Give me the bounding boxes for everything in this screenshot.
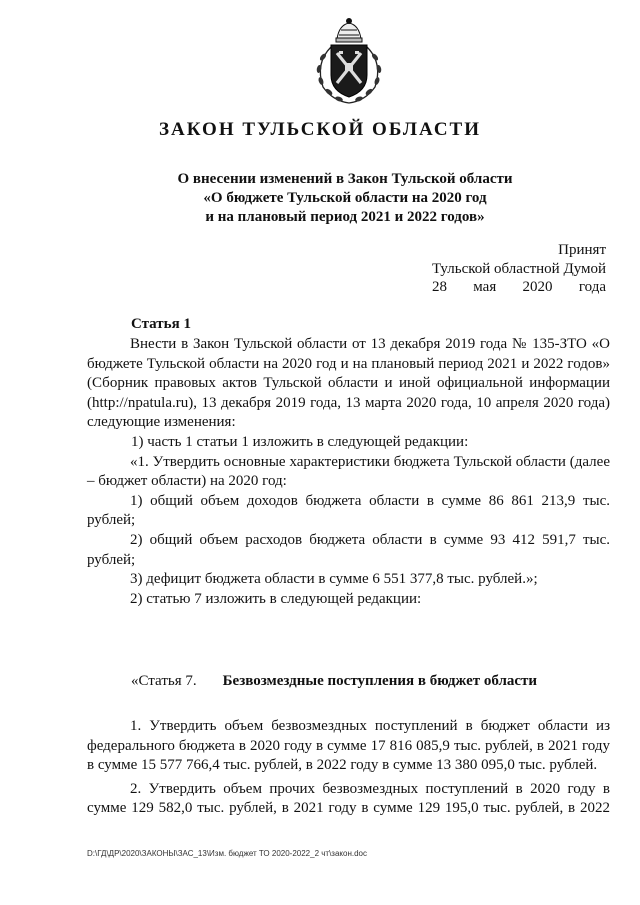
- law-title: ЗАКОН ТУЛЬСКОЙ ОБЛАСТИ: [158, 119, 482, 140]
- amendment-item-2: 2) статью 7 изложить в следующей редакции:: [130, 590, 422, 607]
- amendment-item-1: 1) часть 1 статьи 1 изложить в следующей редакции:: [131, 433, 469, 450]
- article-7-paragraph-1: 1. Утвердить объем безвозмездных поступлений в бюджет области из федерального бюджета в 2020 году в сумме 17 816 085,9 тыс. рублей, в 2021 году в сумме 15 577 766,4 тыс. рублей, в 2022 году в сумме 13 380 095,0 тыс. рублей.: [87, 718, 610, 774]
- document-file-path: D:\ГД\ДР\2020\ЗАКОНЫ\ЗАС_13\Изм. бюджет ТО 2020-2022_2 чт\закон.doc: [87, 849, 367, 858]
- budget-income-item: 1) общий объем доходов бюджета области в сумме 86 861 213,9 тыс. рублей;: [87, 492, 610, 529]
- adoption-day: 28: [432, 279, 447, 295]
- article-1-intro: Внести в Закон Тульской области от 13 декабря 2019 года № 135-ЗТО «О бюджете Тульской области на 2020 год и на плановый период 2021 и 2022 годов» (Сборник правовых актов Тульской области и иной официальной информации (http://npatula.ru), 13 декабря 2019 года, 13 марта 2020 года, 10 апреля 2020 года) следующие изменения:: [87, 336, 610, 431]
- adoption-year-word: года: [578, 279, 606, 295]
- shield-icon: [331, 45, 367, 97]
- article-7-heading: [131, 673, 537, 690]
- article-7-title: Безвозмездные поступления в бюджет области: [222, 673, 538, 689]
- subtitle-line: О внесении изменений в Закон Тульской области: [177, 171, 513, 187]
- budget-deficit-item: 3) дефицит бюджета области в сумме 6 551 377,8 тыс. рублей.»;: [130, 571, 538, 588]
- adopted-by: Тульской областной Думой: [432, 261, 607, 277]
- adoption-month: мая: [473, 279, 497, 295]
- article-1-body: [87, 335, 610, 609]
- crown-icon: [336, 19, 362, 43]
- adoption-year: 2020: [522, 279, 553, 295]
- adopted-label: Принят: [558, 242, 606, 258]
- budget-expense-item: 2) общий объем расходов бюджета области в сумме 93 412 591,7 тыс. рублей;: [87, 531, 610, 568]
- article-7-paragraph-2: 2. Утвердить объем прочих безвозмездных поступлений в 2020 году в сумме 129 582,0 тыс. рублей, в 2021 году в сумме 129 195,0 тыс. рублей, в 2022: [87, 780, 610, 817]
- subtitle-line: и на плановый период 2021 и 2022 годов»: [205, 209, 485, 225]
- article-7-body: [87, 717, 610, 823]
- quoted-part-1: «1. Утвердить основные характеристики бюджета Тульской области (далее – бюджет области) на 2020 год:: [87, 453, 610, 490]
- tula-coat-of-arms-emblem: [309, 17, 389, 105]
- law-subtitle: [160, 170, 530, 227]
- subtitle-line: «О бюджете Тульской области на 2020 год: [203, 190, 487, 206]
- adoption-date: [432, 279, 606, 296]
- article-1-heading: Статья 1: [131, 316, 191, 332]
- article-7-number: «Статья 7.: [131, 673, 197, 689]
